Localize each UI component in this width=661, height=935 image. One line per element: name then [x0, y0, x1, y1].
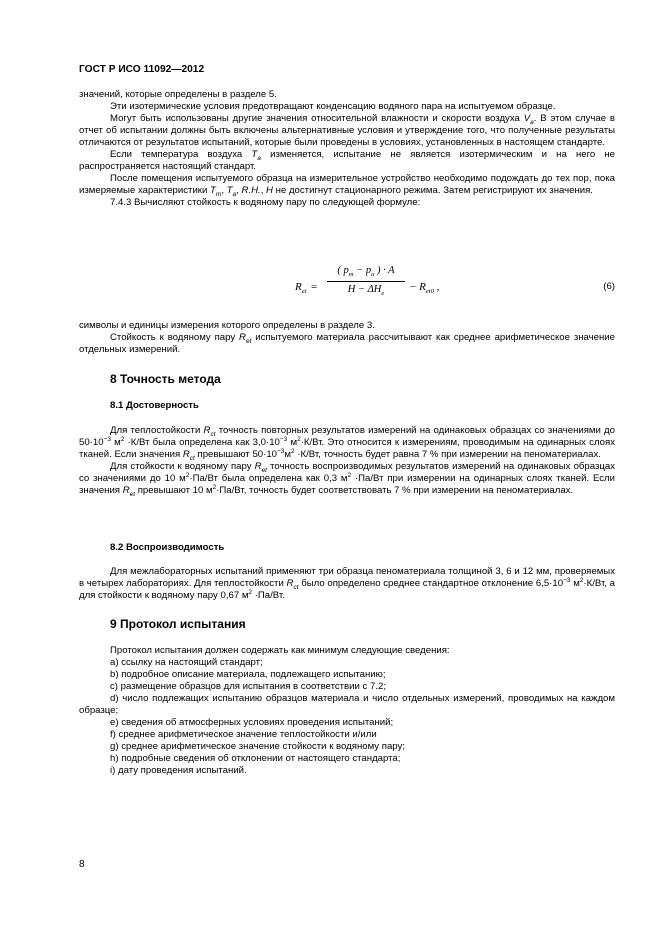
formula-lhs: $R_{et}$ — [295, 281, 307, 296]
subsection-8-2-body — [79, 566, 615, 602]
fraction-bar — [327, 281, 405, 282]
section-7-after-formula — [79, 320, 615, 356]
formula-numerator: ( $p_m - p_a$ ) · A — [337, 265, 395, 279]
list-item: c) размещение образцов для испытания в соответствии с 7.2; — [110, 681, 386, 692]
section-9-heading: 9 Протокол испытания — [110, 617, 246, 631]
subsection-8-2-heading: 8.2 Воспроизводимость — [110, 542, 225, 553]
paragraph: символы и единицы измерения которого определены в разделе 3. — [79, 320, 375, 331]
list-item: g) среднее арифметическое значение стойкости к водяному пару; — [110, 741, 405, 752]
paragraph-clause-7-4-3: 7.4.3 Вычисляют стойкость к водяному пару по следующей формуле: — [110, 197, 421, 208]
paragraph: Эти изотермические условия предотвращают конденсацию водяного пара на испытуемом образце. — [110, 101, 556, 112]
paragraph: значений, которые определены в разделе 5. — [79, 89, 277, 100]
paragraph: Протокол испытания должен содержать как минимум следующие сведения: — [110, 645, 450, 656]
paragraph: Для стойкости к водяному пару $R_{et}$ точность воспроизводимых результатов измерений на одинаковых образцах со значениями до 10 $м^2\cdot Па/Вт$ была определена как 0,3 $м^2 \cdot Па/Вт$ при измерении на одинарных слоях тканей. Если значения $R_{et}$ превышают 10 $м^2\cdot Па/Вт$, точность будет соответствовать 7 % при измерении на пеноматериалах. — [79, 461, 615, 498]
subsection-8-1-heading: 8.1 Достоверность — [110, 400, 199, 411]
page-number: 8 — [79, 859, 85, 870]
list-item: i) дату проведения испытаний. — [110, 765, 247, 776]
document-code-header: ГОСТ Р ИСО 11092—2012 — [79, 64, 205, 75]
paragraph: Могут быть использованы другие значения относительной влажности и скорости воздуха $V_a$. В этом случае в отчет об испытании должны быть включены альтернативные условия и утверждение того, что полученные результаты отличаются от результатов испытаний, которые были проведены в условиях, установленных в настоящем стандарте. — [79, 113, 615, 148]
paragraph: Если температура воздуха $T_a$ изменяется, испытание не является изотермическим и на него не распространяется настоящий стандарт. — [79, 149, 616, 172]
list-item: f) среднее арифметическое значение теплостойкости и/или — [110, 729, 377, 740]
paragraph: После помещения испытуемого образца на измерительное устройство необходимо подождать до тех пор, пока измеряемые характеристики $T_m$, $T_a$, R.H., H не достигнут стационарного режима. Затем регистрируют их значения. — [79, 173, 615, 198]
formula-fraction — [327, 265, 405, 298]
formula-6 — [79, 265, 615, 311]
subsection-8-1-body — [79, 425, 615, 497]
section-9-body — [79, 645, 615, 777]
list-item: b) подробное описание материала, подлежащего испытанию; — [110, 669, 386, 680]
formula-number: (6) — [603, 281, 615, 292]
list-item: a) ссылку на настоящий стандарт; — [110, 657, 263, 668]
paragraph: Стойкость к водяному пару $R_{et}$ испытуемого материала рассчитывают как среднее арифметическое значение отдельных измерений. — [79, 332, 615, 355]
list-item: d) число подлежащих испытанию образцов материала и число отдельных измерений, проводимых на каждом образце; — [79, 693, 615, 716]
formula-tail: − $R_{et0}$ , — [409, 281, 440, 296]
paragraph: Для межлабораторных испытаний применяют три образца пеноматериала толщиной 3, 6 и 12 мм, проверяемых в четырех лабораториях. Для теплостойкости $R_{ct}$ было определено среднее стандартное отклонение $6,5\cdot 10^{-3}$ $м^2\cdot К/Вт$, а для стойкости к водяному пару 0,67 $м^2 \cdot Па/Вт$. — [79, 566, 615, 601]
formula-equals: = — [311, 281, 318, 293]
list-item: h) подробные сведения об отклонении от настоящего стандарта; — [110, 753, 401, 764]
list-item: e) сведения об атмосферных условиях проведения испытаний; — [110, 717, 394, 728]
section-8-heading: 8 Точность метода — [110, 372, 221, 386]
formula-denominator: $H - \Delta H_e$ — [347, 284, 385, 298]
paragraph: Для теплостойкости $R_{ct}$ точность повторных результатов измерений на одинаковых образцах со значениями до $50\cdot 10^{-3}$ $м^2 \cdot К/Вт$ была определена как $3,0\cdot 10^{-3}$ $м^2\cdot К/Вт$. Это относится к измерениям, проводимым на одинарных слоях тканей. Если значения $R_{ct}$ превышают $50\cdot 10^{-3}м^2 \cdot К/Вт$, точность будет равна 7 % при измерении на пеноматериалах. — [79, 425, 615, 462]
section-7-continuation — [79, 89, 615, 209]
